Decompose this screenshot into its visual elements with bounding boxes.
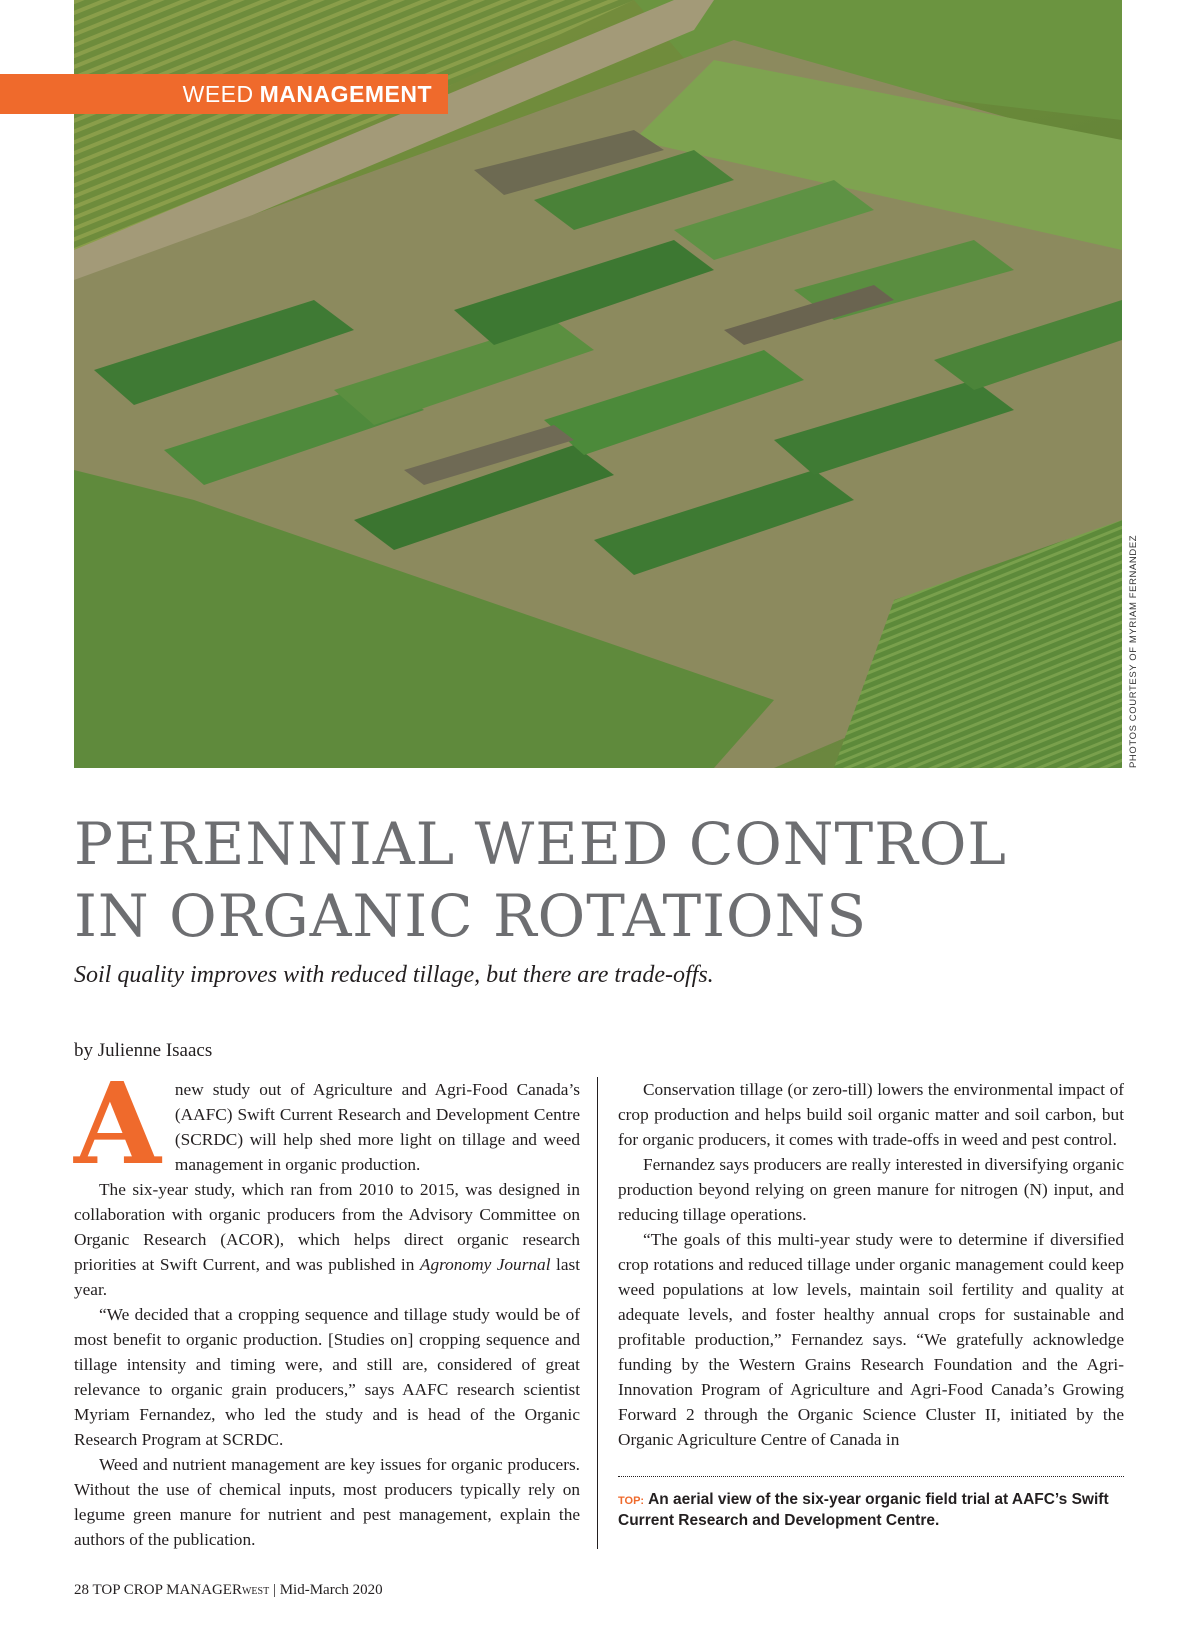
paragraph-text: last year. xyxy=(74,1255,581,1299)
paragraph: Conservation tillage (or zero-till) lowers the environmental impact of crop production and helps build soil organic matter and soil carbon, but for organic producers, it comes with trade-offs in weed and pest control. xyxy=(618,1080,1124,1149)
section-tag xyxy=(0,74,448,114)
caption-divider xyxy=(618,1476,1124,1477)
journal-title: Agronomy Journal xyxy=(419,1255,551,1274)
article-column-right xyxy=(618,1077,1124,1452)
article-column-left xyxy=(74,1059,581,1552)
aerial-field-illustration xyxy=(74,0,1122,768)
section-tag-prefix: WEED xyxy=(182,80,254,107)
caption-text: An aerial view of the six-year organic field trial at AAFC’s Swift Current Research and Development Centre. xyxy=(618,1491,1109,1529)
paragraph xyxy=(74,1059,580,1190)
headline xyxy=(74,808,1134,952)
photo-credit: PHOTOS COURTESY OF MYRIAM FERNANDEZ xyxy=(1128,534,1139,768)
paragraph-text: new study out of Agriculture and Agri-Food Canada’s (AAFC) Swift Current Research and Development Centre (SCRDC) will help shed more light on tillage and weed management in organic production. xyxy=(174,1080,580,1174)
paragraph: “We decided that a cropping sequence and tillage study would be of most benefit to organic production. [Studies on] cropping sequence and tillage intensity and timing were, and still are, considered of great relevance to organic grain producers,” says AAFC research scientist Myriam Fernandez, who led the study and is head of the Organic Research Program at SCRDC. xyxy=(74,1305,580,1449)
photo-caption xyxy=(618,1490,1124,1531)
paragraph: “The goals of this multi-year study were to determine if diversified crop rotations and reduced tillage under organic management could keep weed populations at low levels, maintain soil fertility and quality at adequate levels, and foster healthy annual crops for sustainable and profitable production,” Fernandez says. “We gratefully acknowledge funding by the Western Grains Research Foundation and the Agri-Innovation Program of Agriculture and Agri-Food Canada’s Growing Forward 2 through the Organic Science Cluster II, initiated by the Organic Agriculture Centre of Canada in xyxy=(618,1230,1124,1449)
dek: Soil quality improves with reduced tillage, but there are trade-offs. xyxy=(74,962,714,988)
page-folio xyxy=(74,1582,383,1599)
drop-cap: A xyxy=(74,1059,161,1190)
byline: by Julienne Isaacs xyxy=(74,1040,213,1061)
magazine-edition: WEST xyxy=(241,1586,270,1597)
paragraph: Fernandez says producers are really interested in diversifying organic production beyond relying on green manure for nitrogen (N) input, and reducing tillage operations. xyxy=(618,1155,1124,1224)
magazine-name: TOP CROP MANAGER xyxy=(92,1582,242,1598)
paragraph: Weed and nutrient management are key issues for organic producers. Without the use of chemical inputs, most producers typically rely on legume green manure for nutrient and pest management, explain the authors of the publication. xyxy=(74,1455,580,1549)
column-divider xyxy=(597,1077,598,1549)
issue-date: Mid-March 2020 xyxy=(279,1582,383,1598)
headline-line-1: PERENNIAL WEED CONTROL xyxy=(74,810,1007,878)
paragraph xyxy=(74,1177,580,1302)
aerial-field-photo xyxy=(74,0,1122,768)
caption-lead: TOP: xyxy=(618,1495,645,1507)
folio-separator: | xyxy=(272,1582,276,1598)
headline-line-2: IN ORGANIC ROTATIONS xyxy=(74,882,868,950)
page-number: 28 xyxy=(74,1582,89,1598)
paragraph-text: The six-year study, which ran from 2010 to 2015, was designed in collaboration with organic producers from the Advisory Committee on Organic Research (ACOR), which helps direct organic research priorities at Swift Current, and was published in xyxy=(74,1180,580,1274)
section-tag-suffix: MANAGEMENT xyxy=(259,80,432,107)
